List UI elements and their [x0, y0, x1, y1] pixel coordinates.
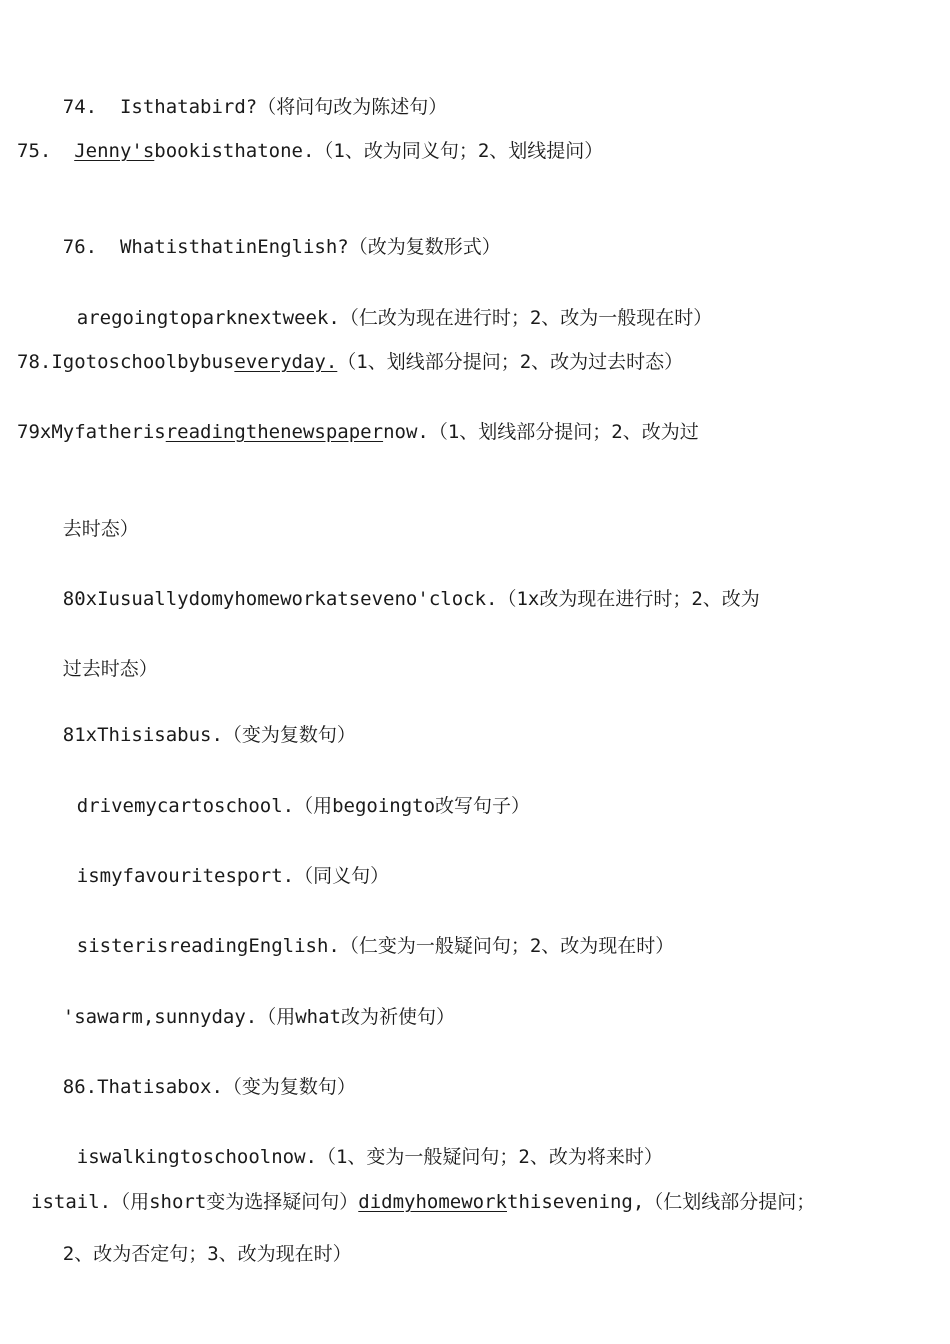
question-85-text: 'sawarm,sunnyday.（用what改为祈使句）	[62, 1006, 455, 1028]
question-87-text: iswalkingtoschoolnow.（1、变为一般疑问句；2、改为将来时）	[76, 1146, 663, 1168]
question-86-text: 86.Thatisabox.（变为复数句）	[62, 1076, 356, 1098]
question-79-cont-text: 去时态）	[62, 518, 139, 540]
question-85	[17, 978, 455, 1056]
question-80-text: 80xIusuallydomyhomeworkatseveno'clock.（1x改为现在进行时；2、改为	[62, 588, 760, 610]
question-83	[31, 837, 389, 915]
question-80	[17, 560, 760, 638]
question-80-cont-text: 过去时态）	[62, 658, 158, 680]
question-88-cont-text: 2、改为否定句；3、改为现在时）	[62, 1243, 352, 1265]
question-88	[31, 1189, 815, 1215]
question-75-underlined: Jenny's	[74, 140, 155, 162]
question-88-continuation	[17, 1215, 352, 1293]
question-79-text: 79xMyfatheris	[17, 421, 166, 443]
question-86	[17, 1048, 356, 1126]
question-75-number: 75.	[17, 140, 75, 162]
question-78-instructions: （1、划线部分提问；2、改为过去时态）	[337, 351, 684, 373]
question-75	[17, 138, 603, 164]
question-87	[31, 1118, 663, 1196]
question-74	[17, 68, 447, 146]
question-79-continuation	[17, 490, 139, 568]
question-88-text: istail.（用short变为选择疑问句）	[31, 1191, 359, 1213]
question-76	[17, 208, 501, 286]
question-78	[17, 349, 683, 375]
question-76-text: 76. WhatisthatinEnglish?（改为复数形式）	[62, 236, 501, 258]
question-78-text: 78.Igotoschoolbybus	[17, 351, 235, 373]
question-81-text: 81xThisisabus.（变为复数句）	[62, 724, 356, 746]
question-75-text: bookisthatone.（1、改为同义句；2、划线提问）	[154, 140, 604, 162]
question-88-underlined: didmyhomework	[358, 1191, 507, 1213]
question-88-instructions: thisevening,（仁划线部分提问；	[507, 1191, 816, 1213]
question-84	[31, 907, 674, 985]
question-83-text: ismyfavouritesport.（同义句）	[76, 865, 390, 887]
question-79-instructions: now.（1、划线部分提问；2、改为过	[383, 421, 699, 443]
question-77-text: aregoingtoparknextweek.（仁改为现在进行时；2、改为一般现在时）	[76, 307, 713, 329]
question-79-underlined: readingthenewspaper	[165, 421, 384, 443]
question-79	[17, 419, 699, 445]
question-82-text: drivemycartoschool.（用begoingto改写句子）	[76, 795, 531, 817]
question-84-text: sisterisreadingEnglish.（仁变为一般疑问句；2、改为现在时）	[76, 935, 675, 957]
question-82	[31, 767, 530, 845]
question-78-underlined: everyday.	[234, 351, 338, 373]
question-81	[17, 696, 356, 774]
question-77	[31, 279, 712, 357]
question-74-text: 74. Isthatabird?（将问句改为陈述句）	[62, 96, 448, 118]
